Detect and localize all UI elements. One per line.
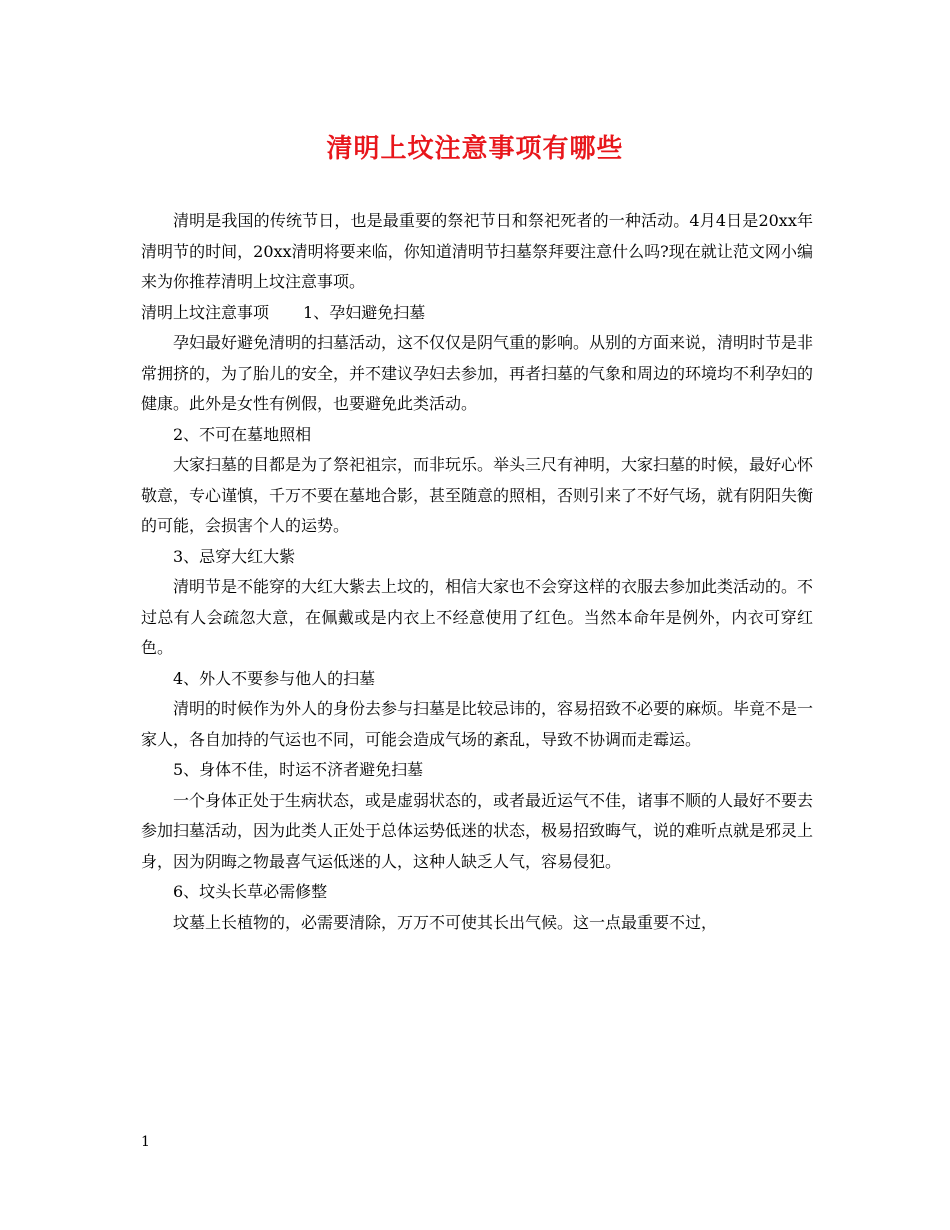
item-5-heading: 5、身体不佳，时运不济者避免扫墓 — [173, 760, 424, 779]
item-4-text: 清明的时候作为外人的身份去参与扫墓是比较忌讳的，容易招致不必要的麻烦。毕竟不是一家人，各自加持的气运也不同，可能会造成气场的紊乱，导致不协调而走霉运。 — [141, 699, 814, 749]
item-1-heading: 1、孕妇避免扫墓 — [303, 302, 426, 322]
item-2-heading: 2、不可在墓地照相 — [173, 424, 312, 444]
item-5-text: 一个身体正处于生病状态，或是虚弱状态的，或者最近运气不佳，诸事不顺的人最好不要去参加扫墓活动，因为此类人正处于总体运势低迷的状态，极易招致晦气，说的难听点就是邪灵上身，因为阴晦之物最喜气运低迷的人，这种人缺乏人气，容易侵犯。 — [141, 790, 814, 871]
intro-paragraph: 清明是我国的传统节日，也是最重要的祭祀节日和祭祀死者的一种活动。4月4日是20xx年清明节的时间，20xx清明将要来临，你知道清明节扫墓祭拜要注意什么吗?现在就让范文网小编来为你推荐清明上坟注意事项。 — [141, 211, 813, 291]
item-4-heading: 4、外人不要参与他人的扫墓 — [173, 668, 376, 688]
item-3-text: 清明节是不能穿的大红大紫去上坟的，相信大家也不会穿这样的衣服去参加此类活动的。不过总有人会疏忽大意，在佩戴或是内衣上不经意使用了红色。当然本命年是例外，内衣可穿红色。 — [141, 577, 814, 657]
item-1-text: 孕妇最好避免清明的扫墓活动，这不仅仅是阴气重的影响。从别的方面来说，清明时节是非常拥挤的，为了胎儿的安全，并不建议孕妇去参加，再者扫墓的气象和周边的环境均不利孕妇的健康。此外是女性有例假，也要避免此类活动。 — [141, 333, 814, 413]
item-2-text: 大家扫墓的目都是为了祭祀祖宗，而非玩乐。举头三尺有神明，大家扫墓的时候，最好心怀敬意，专心谨慎，千万不要在墓地合影，甚至随意的照相，否则引来了不好气场，就有阴阳失衡的可能，会损害个人的运势。 — [141, 455, 814, 535]
section-heading-line — [141, 298, 813, 329]
item-6-heading: 6、坟头长草必需修整 — [173, 882, 328, 901]
document-title: 清明上坟注意事项有哪些 — [326, 134, 624, 164]
section-label: 清明上坟注意事项 — [141, 302, 270, 322]
page-number: 1 — [141, 1134, 150, 1150]
document-body — [141, 206, 813, 938]
item-6-text: 坟墓上长植物的，必需要清除，万万不可使其长出气候。这一点最重要不过， — [173, 912, 718, 932]
item-3-heading: 3、忌穿大红大紫 — [173, 546, 296, 566]
